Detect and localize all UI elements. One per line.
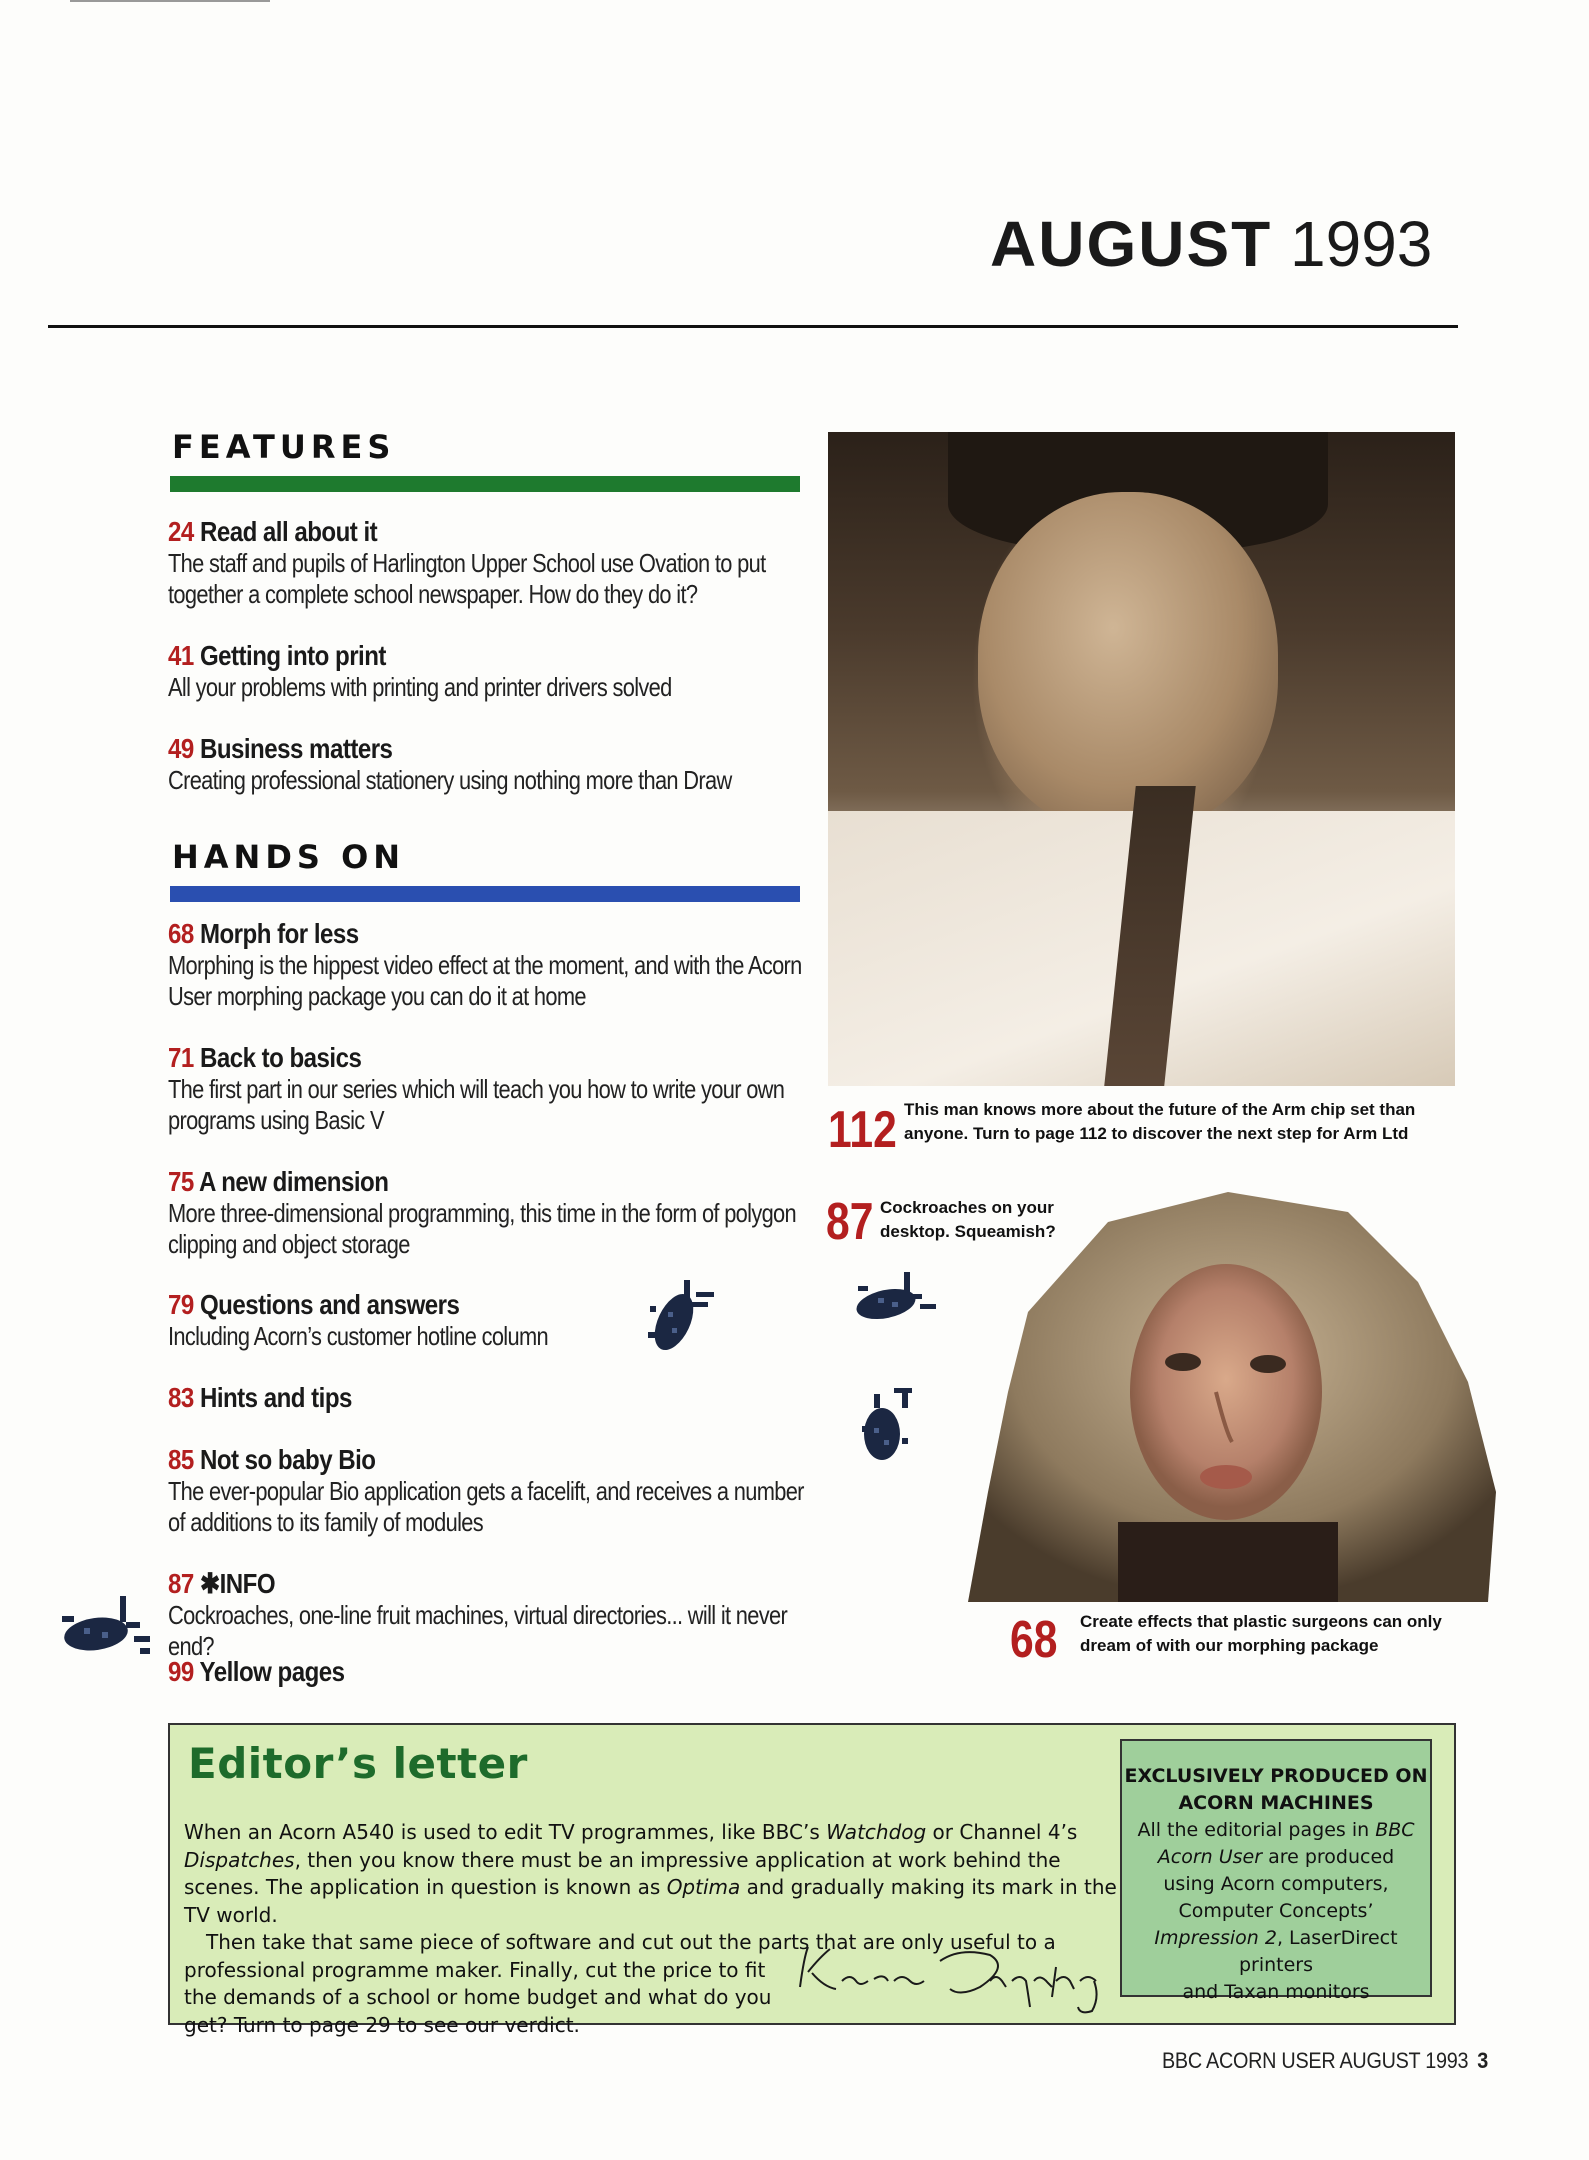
page-number: 99 (168, 1656, 194, 1687)
contents-entry-41[interactable] (168, 640, 808, 703)
page-number: 41 (168, 640, 194, 671)
contents-entry-87[interactable] (168, 1568, 808, 1662)
contents-entry-71[interactable] (168, 1042, 808, 1136)
page-number-footer: 3 (1477, 2048, 1488, 2073)
page-number: 79 (168, 1289, 194, 1320)
entry-title-line (168, 1166, 718, 1198)
contents-entry-85[interactable] (168, 1444, 808, 1538)
exclusive-line-4: Computer Concepts’ (1178, 1900, 1374, 1922)
caption-number-68: 68 (1010, 1611, 1058, 1669)
entry-title: A new dimension (199, 1166, 389, 1197)
entry-description: Morphing is the hippest video effect at the moment, and with the Acorn User morphing package you can do it at home (168, 950, 802, 1011)
entry-title-line (168, 733, 718, 765)
entry-description: The staff and pupils of Harlington Upper School use Ovation to put together a complete school newspaper. How do they do it? (168, 548, 766, 609)
entry-title: Yellow pages (199, 1656, 345, 1687)
entry-title-line (168, 1444, 718, 1476)
entry-title-line (168, 1656, 718, 1688)
caption-morph: Create effects that plastic surgeons can only dream of with our morphing package (1080, 1612, 1442, 1655)
page-number: 83 (168, 1382, 194, 1413)
exclusive-line-6: and Taxan monitors (1182, 1981, 1370, 2003)
exclusive-line-3: using Acorn computers, (1163, 1873, 1389, 1895)
caption-number-87: 87 (826, 1193, 874, 1251)
hands-on-bar (170, 886, 800, 902)
entry-title: Business matters (199, 733, 393, 764)
contents-entry-68[interactable] (168, 918, 808, 1012)
entry-description: Including Acorn’s customer hotline column (168, 1321, 548, 1351)
exclusive-line-1: All the editorial pages in BBC (1137, 1819, 1415, 1841)
contents-entry-24[interactable] (168, 516, 808, 610)
masthead-year: 1993 (1290, 208, 1433, 280)
entry-title-line (168, 918, 718, 950)
masthead-rule (48, 325, 1458, 328)
entry-description: The first part in our series which will teach you how to write your own programs using Basic V (168, 1074, 785, 1135)
entry-title: Questions and answers (199, 1289, 460, 1320)
entry-title-line (168, 1289, 718, 1321)
caption-arm: This man knows more about the future of the Arm chip set than anyone. Turn to page 112 to discover the next step for Arm Ltd (904, 1100, 1416, 1143)
cockroach-icon (640, 1272, 720, 1362)
exclusive-heading-2: ACORN MACHINES (1178, 1792, 1374, 1814)
entry-title: ✱INFO (199, 1568, 276, 1599)
entry-description: The ever-popular Bio application gets a facelift, and receives a number of additions to its family of modules (168, 1476, 804, 1537)
entry-title: Morph for less (199, 918, 359, 949)
footer-text: BBC ACORN USER AUGUST 1993 (1162, 2048, 1469, 2073)
cover-photo-arm-executive (828, 432, 1455, 1086)
entry-description: More three-dimensional programming, this time in the form of polygon clipping and object storage (168, 1198, 797, 1259)
page-number: 87 (168, 1568, 194, 1599)
editors-letter-paragraph-1: When an Acorn A540 is used to edit TV programmes, like BBC’s Watchdog or Channel 4’s Dispatches, then you know there must be an impressive application at work behind the scenes. The application in question is known as Optima and gradually making its mark in the TV world. (184, 1820, 1117, 1927)
editors-letter-title: Editor’s letter (188, 1739, 528, 1788)
page-number: 49 (168, 733, 194, 764)
masthead-month: AUGUST (990, 208, 1273, 280)
editors-letter-paragraph-2: Then take that same piece of software and cut out the parts that are only useful to a (206, 1930, 1056, 1954)
entry-title-line (168, 1568, 718, 1600)
page-number: 75 (168, 1166, 194, 1197)
caption-cockroach: Cockroaches on your desktop. Squeamish? (880, 1198, 1056, 1241)
cockroach-icon (56, 1592, 156, 1664)
contents-entry-49[interactable] (168, 733, 808, 796)
top-edge-mark (70, 0, 270, 2)
entry-title-line (168, 516, 718, 548)
exclusive-production-note (1120, 1739, 1432, 2003)
cockroach-icon (854, 1382, 924, 1464)
editors-letter-paragraph-2-cont: professional programme maker. Finally, cut the price to fit the demands of a school or home budget and what do you get? Turn to page 29 to see our verdict. (184, 1957, 772, 2037)
page-number: 85 (168, 1444, 194, 1475)
entry-description: Cockroaches, one-line fruit machines, virtual directories... will it never end? (168, 1600, 788, 1661)
masthead (990, 208, 1433, 280)
contents-entry-83[interactable] (168, 1382, 808, 1414)
editors-letter-box (168, 1723, 1456, 2037)
hands-on-heading: HANDS ON (172, 838, 406, 876)
exclusive-heading-1: EXCLUSIVELY PRODUCED ON (1124, 1765, 1428, 1787)
page-footer (1162, 2048, 1488, 2074)
cockroach-icon (848, 1268, 940, 1328)
entry-description: Creating professional stationery using nothing more than Draw (168, 765, 732, 795)
caption-number-112: 112 (828, 1101, 897, 1159)
entry-title: Hints and tips (199, 1382, 352, 1413)
entry-title-line (168, 1382, 718, 1414)
features-heading: FEATURES (172, 428, 396, 466)
exclusive-line-5: Impression 2, LaserDirect printers (1154, 1927, 1398, 1976)
entry-title: Back to basics (199, 1042, 362, 1073)
contents-entry-99[interactable] (168, 1656, 808, 1688)
entry-description: All your problems with printing and printer drivers solved (168, 672, 672, 702)
page-number: 68 (168, 918, 194, 949)
entry-title-line (168, 1042, 718, 1074)
morph-portrait-photo (968, 1192, 1496, 1602)
entry-title: Getting into print (199, 640, 386, 671)
contents-entry-75[interactable] (168, 1166, 808, 1260)
entry-title-line (168, 640, 718, 672)
exclusive-line-2: Acorn User are produced (1157, 1846, 1395, 1868)
page-number: 71 (168, 1042, 194, 1073)
entry-title: Not so baby Bio (199, 1444, 376, 1475)
editor-signature (790, 1937, 1110, 2017)
features-bar (170, 476, 800, 492)
entry-title: Read all about it (199, 516, 378, 547)
page-number: 24 (168, 516, 194, 547)
